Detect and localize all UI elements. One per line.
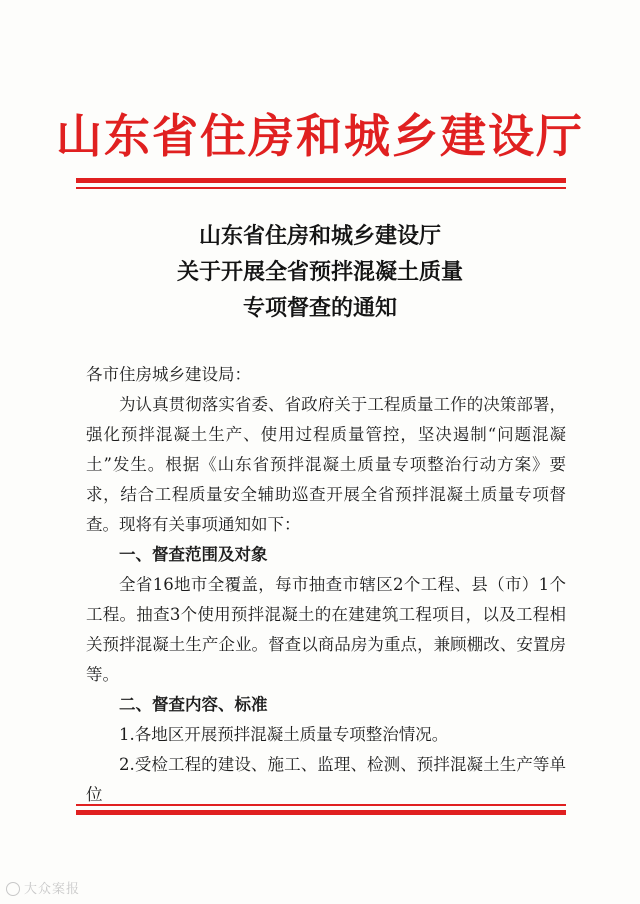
title-line-2: 关于开展全省预拌混凝土质量 bbox=[176, 259, 463, 285]
salutation: 各市住房城乡建设局： bbox=[86, 365, 251, 384]
section-1-paragraph: 全省16地市全覆盖，每市抽查市辖区2个工程、县（市）1个工程。抽查3个使用预拌混凝土的在建建筑工程项目，以及工程相关预拌混凝土生产企业。督查以商品房为重点，兼顾棚改、安置房等。 bbox=[86, 575, 566, 684]
section-2-item-2: 2.受检工程的建设、施工、监理、检测、预拌混凝土生产等单位 bbox=[86, 755, 566, 804]
footer-rule-thick bbox=[76, 810, 566, 815]
section-2-item-1: 1.各地区开展预拌混凝土质量专项整治情况。 bbox=[119, 725, 449, 744]
organization-header: 山东省住房和城乡建设厅 bbox=[56, 109, 584, 163]
watermark-text: 大众案报 bbox=[24, 882, 81, 897]
header-rule-thin bbox=[76, 187, 566, 189]
document-body bbox=[86, 360, 566, 810]
document-title bbox=[0, 218, 640, 326]
footer-rule-thin bbox=[76, 804, 566, 806]
section-2-heading: 二、督查内容、标准 bbox=[119, 695, 268, 714]
weibo-icon bbox=[6, 882, 20, 896]
section-1-heading: 一、督查范围及对象 bbox=[119, 545, 268, 564]
watermark bbox=[6, 878, 80, 897]
header-rule-thick bbox=[76, 178, 566, 183]
title-line-1: 山东省住房和城乡建设厅 bbox=[198, 223, 441, 249]
intro-paragraph: 为认真贯彻落实省委、省政府关于工程质量工作的决策部署，强化预拌混凝土生产、使用过程质量管控，坚决遏制“问题混凝土”发生。根据《山东省预拌混凝土质量专项整治行动方案》要求，结合工程质量安全辅助巡查开展全省预拌混凝土质量专项督查。现将有关事项通知如下： bbox=[86, 395, 566, 534]
title-line-3: 专项督查的通知 bbox=[242, 295, 397, 321]
